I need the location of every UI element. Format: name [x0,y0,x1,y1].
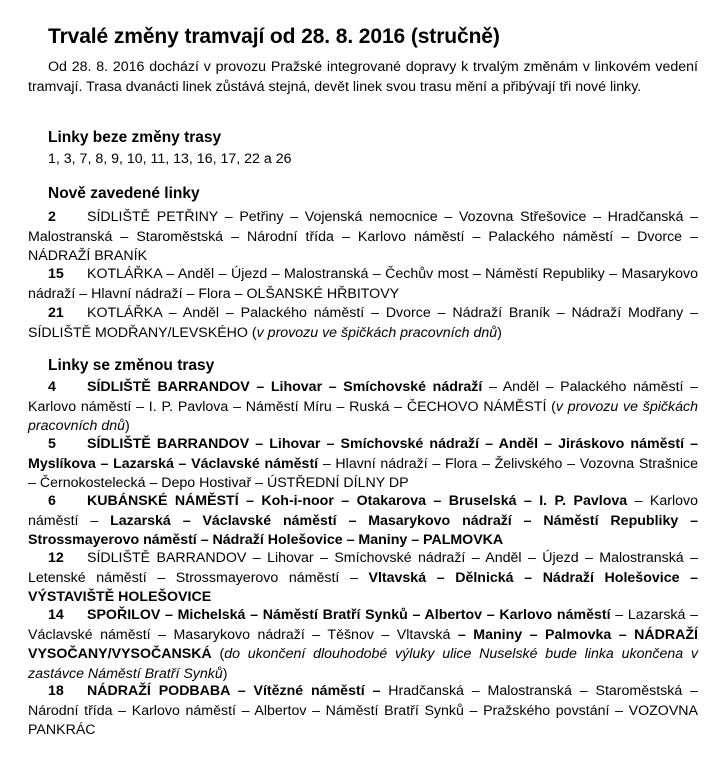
route-bold-segment: SÍDLIŠTĚ BARRANDOV – Lihovar – Smíchovské nádraží [87,379,483,395]
route-bold-segment: SPOŘILOV – Michelská – Náměstí Bratří Synků – Albertov – Karlovo náměstí [87,607,611,623]
route-note: do ukončení dlouhodobé výluky ulice Nuselské bude linka ukončena v zastávce Náměstí Bratří Synků [28,646,698,682]
heading-unchanged-lines: Linky beze změny trasy [48,129,222,146]
line-entry [28,435,698,494]
route-bold-segment: SÍDLIŠTĚ BARRANDOV – Lihovar – Smíchovské nádraží – Anděl – Jiráskovo náměstí – Myslíkova – Lazarská – Václavské náměstí [28,436,698,472]
line-number: 15 [48,266,64,282]
line-entry [28,682,698,741]
line-number: 12 [48,550,64,566]
route-segment: – Hlavní nádraží – Flora – Želivského – Vozovna Strašnice – Černokostelecká – Depo Hostivař – ÚSTŘEDNÍ DÍLNY DP [28,455,698,491]
route-segment: – Karlovo náměstí – [28,493,698,529]
route-segment: Hradčanská – Malostranská – Staroměstská – Národní třída – Karlovo náměstí – Albertov – Náměstí Bratří Synků – Pražského povstání – VOZOVNA PANKRÁC [28,683,698,738]
heading-changed-lines: Linky se změnou trasy [48,357,215,374]
route-bold-segment: – Maniny – Palmovka – NÁDRAŽÍ VYSOČANY/VYSOČANSKÁ [28,626,698,662]
line-entry [28,265,698,304]
line-number: 6 [48,493,56,509]
line-number: 21 [48,305,64,321]
heading-new-lines: Nově zavedené linky [48,185,200,202]
line-number: 2 [48,209,56,225]
route-segment: SÍDLIŠTĚ PETŘINY – Petřiny – Vojenská nemocnice – Vozovna Střešovice – Hradčanská – Malostranská – Staroměstská – Národní třída – Karlovo náměstí – Palackého náměstí – Dvorce – NÁDRAŽÍ BRANÍK [28,209,698,264]
line-entry [28,549,698,608]
route-bold-segment: NÁDRAŽÍ PODBABA – Vítězné náměstí – [87,683,381,699]
line-number: 14 [48,607,64,623]
route-segment: KOTLÁŘKA – Anděl – Újezd – Malostranská – Čechův most – Náměstí Republiky – Masarykovo nádraží – Hlavní nádraží – Flora – OLŠANSKÉ HŘBITOVY [28,266,698,302]
route-segment: – Anděl – Palackého náměstí – Karlovo náměstí – I. P. Pavlova – Náměstí Míru – Ruská – ČECHOVO NÁMĚSTÍ ( [28,379,699,415]
line-entry [28,208,698,267]
route-bold-segment: KUBÁNSKÉ NÁMĚSTÍ – Koh-i-noor – Otakarova – Bruselská – I. P. Pavlova [87,493,628,509]
line-entry [28,304,698,343]
line-number: 5 [48,436,56,452]
route-note: v provozu ve špičkách pracovních dnů [256,324,498,341]
route-bold-segment: Vltavská – Dělnická – Nádraží Holešovice – VÝSTAVIŠTĚ HOLEŠOVICE [28,569,698,605]
line-entry [28,492,698,551]
route-segment: – Lazarská – Václavské náměstí – Masarykovo nádraží – Těšnov – Vltavská [28,607,698,643]
line-entry [28,378,698,437]
line-number: 18 [48,683,64,699]
route-segment: SÍDLIŠTĚ BARRANDOV – Lihovar – Smíchovské nádraží – Anděl – Újezd – Malostranská – Letenské náměstí – Strossmayerovo náměstí – [28,550,698,586]
route-segment: ) [222,665,228,682]
intro-paragraph: Od 28. 8. 2016 dochází v provozu Pražské integrované dopravy k trvalým změnám v linkovém vedení tramvají. Trasa dvanácti linek zůstává stejná, devět linek svou trasu mění a přibývají tři nové linky. [28,59,698,95]
line-entry [28,606,698,684]
route-bold-segment: Lazarská – Václavské náměstí – Masarykovo nádraží – Náměstí Republiky – Strossmayerovo náměstí – Nádraží Holešovice – Maniny – PALMOVKA [28,512,698,548]
route-segment: ( [211,646,225,662]
page-title: Trvalé změny tramvají od 28. 8. 2016 (stručně) [48,25,500,48]
unchanged-lines-list: 1, 3, 7, 8, 9, 10, 11, 13, 16, 17, 22 a 26 [48,151,292,167]
route-note: v provozu ve špičkách pracovních dnů [28,398,698,434]
route-segment: ) [125,418,130,434]
route-segment: KOTLÁŘKA – Anděl – Palackého náměstí – Dvorce – Nádraží Braník – Nádraží Modřany – SÍDLIŠTĚ MODŘANY/LEVSKÉHO ( [28,305,698,341]
line-number: 4 [48,379,56,395]
route-segment: ) [497,324,502,341]
